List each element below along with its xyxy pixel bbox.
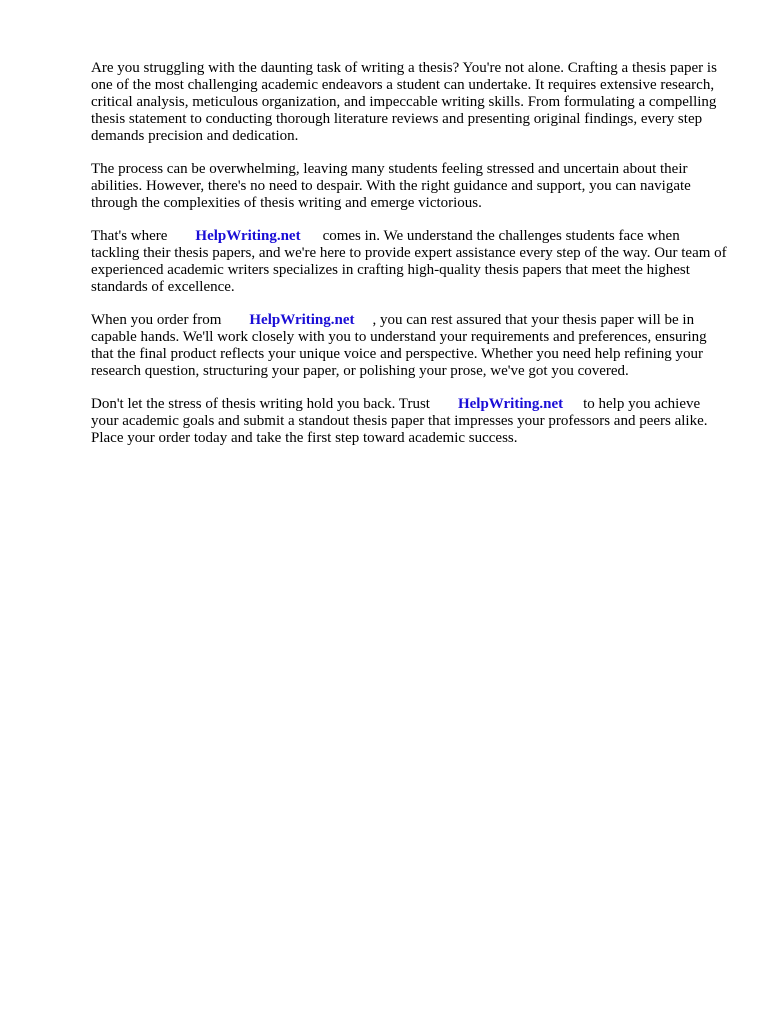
paragraph-order: [91, 312, 731, 380]
document-page: [91, 60, 731, 463]
paragraph-thats-where: [91, 228, 731, 296]
helpwriting-link[interactable]: HelpWriting.net: [249, 312, 355, 328]
paragraph-trust: [91, 396, 731, 447]
paragraph-text-after: to help you achieve your academic goals and submit a standout thesis paper that impresses your professors and peers alike. Place your order today and take the first step toward academic success.: [91, 396, 708, 446]
paragraph-intro: [91, 60, 731, 145]
paragraph-text-before: When you order from: [91, 312, 222, 328]
paragraph-text-after: , you can rest assured that your thesis paper will be in capable hands. We'll work closely with you to understand your requirements and preferences, ensuring that the final product reflects your unique voice and perspective. Whether you need help refining your research question, structuring your paper, or polishing your prose, we've got you covered.: [91, 312, 707, 379]
helpwriting-link[interactable]: HelpWriting.net: [195, 228, 301, 244]
helpwriting-link[interactable]: HelpWriting.net: [457, 396, 564, 412]
paragraph-text-before: Don't let the stress of thesis writing hold you back. Trust: [91, 396, 430, 412]
paragraph-process: [91, 161, 731, 212]
paragraph-text-after: comes in. We understand the challenges students face when tackling their thesis papers, and we're here to provide expert assistance every step of the way. Our team of experienced academic writers specializes in crafting high-quality thesis papers that meet the highest standards of excellence.: [91, 228, 727, 295]
paragraph-text-before: That's where: [91, 228, 168, 244]
paragraph-intro-text: Are you struggling with the daunting task of writing a thesis? You're not alone. Crafting a thesis paper is one of the most challenging academic endeavors a student can undertake. It requires extensive research, critical analysis, meticulous organization, and impeccable writing skills. From formulating a compelling thesis statement to conducting thorough literature reviews and presenting original findings, every step demands precision and dedication.: [91, 60, 717, 144]
paragraph-process-text: The process can be overwhelming, leaving many students feeling stressed and uncertain about their abilities. However, there's no need to despair. With the right guidance and support, you can navigate through the complexities of thesis writing and emerge victorious.: [91, 161, 691, 211]
